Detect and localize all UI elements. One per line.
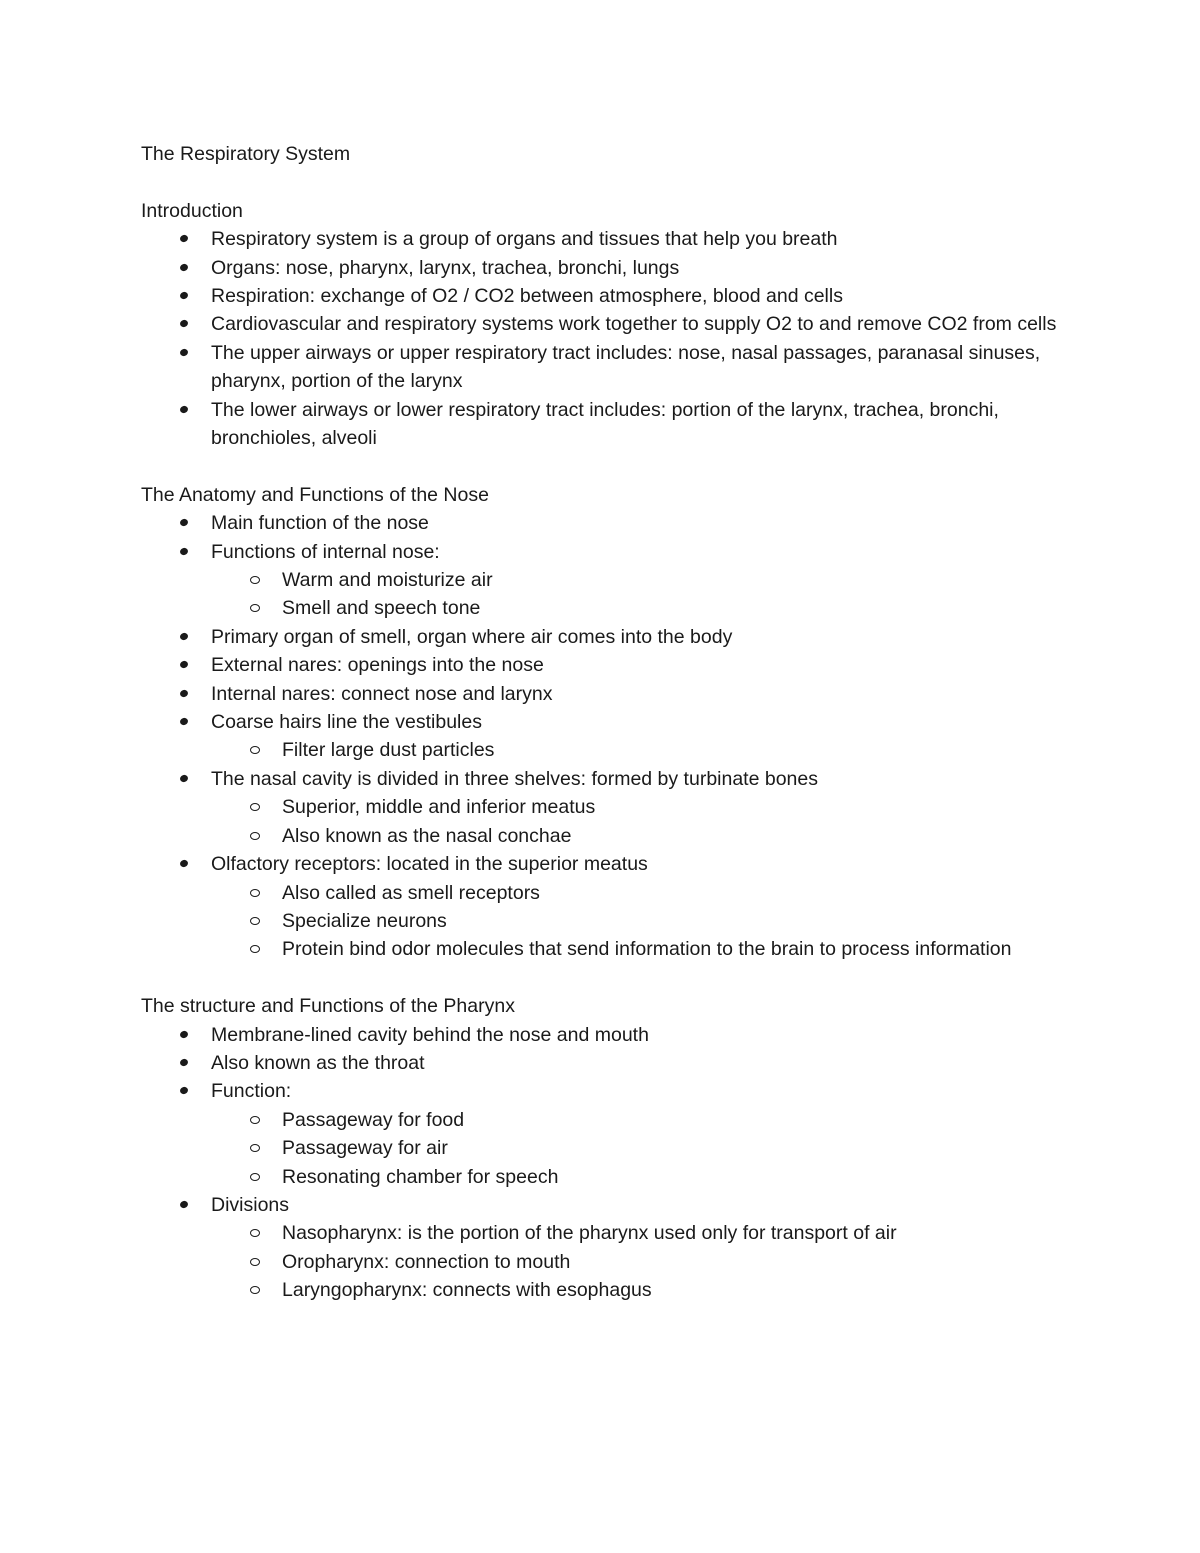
section-heading: The Anatomy and Functions of the Nose [141, 483, 489, 506]
bullet-disc-icon [179, 1086, 189, 1095]
bullet-disc-icon [179, 660, 189, 669]
sub-list-item-text: Laryngopharynx: connects with esophagus [282, 1279, 652, 1302]
bullet-disc-icon [179, 262, 189, 271]
sub-list-item-text: Passageway for air [282, 1137, 448, 1160]
sub-list-item-text: Oropharynx: connection to mouth [282, 1250, 571, 1273]
list-item [141, 1077, 1061, 1191]
list-item-text: Respiratory system is a group of organs and tissues that help you breath [211, 228, 838, 251]
bullet-disc-icon [179, 319, 189, 328]
sub-list-item-text: Superior, middle and inferior meatus [282, 796, 596, 819]
bullet-disc-icon [179, 1200, 189, 1209]
sub-list-item [211, 1106, 1061, 1134]
list-item [141, 310, 1061, 338]
list-item-text: Cardiovascular and respiratory systems work together to supply O2 to and remove CO2 from cells [211, 313, 1057, 336]
list-item-text: Primary organ of smell, organ where air comes into the body [211, 625, 733, 648]
bullet-disc-icon [179, 859, 189, 868]
document-body [141, 197, 1061, 1305]
list-item-text: Divisions [211, 1193, 290, 1216]
list-item-text: Main function of the nose [211, 512, 429, 535]
sub-list-item-text: Smell and speech tone [282, 597, 481, 620]
bullet-list [141, 1021, 1061, 1305]
bullet-disc-icon [179, 717, 189, 726]
bullet-circle-icon [250, 917, 260, 925]
list-item [141, 538, 1061, 623]
bullet-circle-icon [250, 746, 260, 754]
list-item-text: Function: [211, 1080, 292, 1103]
document-page [141, 140, 1061, 1305]
list-item-text: Also known as the throat [211, 1051, 425, 1074]
bullet-disc-icon [179, 291, 189, 300]
blank-line [141, 964, 1061, 992]
bullet-circle-icon [250, 1229, 260, 1237]
list-item-text: Internal nares: connect nose and larynx [211, 682, 553, 705]
sub-list-item-text: Also called as smell receptors [282, 881, 540, 904]
sub-list-item [211, 1248, 1061, 1276]
list-item [141, 765, 1061, 850]
sub-list-item-text: Protein bind odor molecules that send information to the brain to process information [282, 938, 1012, 961]
sub-bullet-list [211, 566, 1061, 623]
bullet-circle-icon [250, 1258, 260, 1266]
section [141, 197, 1061, 481]
bullet-disc-icon [179, 518, 189, 527]
section-heading: Introduction [141, 199, 243, 222]
bullet-disc-icon [179, 632, 189, 641]
section [141, 992, 1061, 1304]
sub-list-item [211, 594, 1061, 622]
sub-list-item [211, 935, 1061, 963]
bullet-circle-icon [250, 1286, 260, 1294]
sub-list-item [211, 907, 1061, 935]
list-item-text: The upper airways or upper respiratory tract includes: nose, nasal passages, paranasal sinuses, pharynx, portion of the larynx [211, 341, 1041, 393]
section-heading: The structure and Functions of the Pharynx [141, 995, 515, 1018]
bullet-circle-icon [250, 576, 260, 584]
bullet-list [141, 509, 1061, 964]
list-item [141, 680, 1061, 708]
bullet-circle-icon [250, 889, 260, 897]
sub-bullet-list [211, 736, 1061, 764]
sub-list-item [211, 566, 1061, 594]
list-item [141, 708, 1061, 765]
sub-bullet-list [211, 1219, 1061, 1304]
bullet-disc-icon [179, 689, 189, 698]
list-item-text: The lower airways or lower respiratory tract includes: portion of the larynx, trachea, bronchi, bronchioles, alveoli [211, 398, 999, 450]
bullet-disc-icon [179, 774, 189, 783]
bullet-circle-icon [250, 945, 260, 953]
sub-list-item-text: Filter large dust particles [282, 739, 495, 762]
list-item [141, 254, 1061, 282]
bullet-circle-icon [250, 604, 260, 612]
list-item [141, 396, 1061, 453]
bullet-disc-icon [179, 234, 189, 243]
sub-list-item-text: Specialize neurons [282, 909, 447, 932]
list-item-text: Functions of internal nose: [211, 540, 440, 563]
sub-list-item [211, 1134, 1061, 1162]
sub-list-item-text: Warm and moisturize air [282, 569, 493, 592]
list-item-text: Respiration: exchange of O2 / CO2 between atmosphere, blood and cells [211, 285, 843, 307]
list-item [141, 651, 1061, 679]
sub-bullet-list [211, 879, 1061, 964]
list-item [141, 509, 1061, 537]
bullet-disc-icon [179, 1029, 189, 1038]
sub-list-item [211, 736, 1061, 764]
bullet-circle-icon [250, 1173, 260, 1181]
blank-line [141, 168, 1061, 196]
bullet-disc-icon [179, 404, 189, 413]
sub-list-item [211, 879, 1061, 907]
bullet-disc-icon [179, 546, 189, 555]
bullet-circle-icon [250, 803, 260, 811]
bullet-disc-icon [179, 348, 189, 357]
sub-list-item [211, 1163, 1061, 1191]
sub-list-item [211, 822, 1061, 850]
sub-list-item [211, 1219, 1061, 1247]
sub-list-item [211, 1276, 1061, 1304]
list-item [141, 623, 1061, 651]
list-item [141, 339, 1061, 396]
sub-list-item-text: Nasopharynx: is the portion of the pharynx used only for transport of air [282, 1222, 897, 1245]
blank-line [141, 452, 1061, 480]
list-item [141, 1049, 1061, 1077]
list-item [141, 850, 1061, 964]
bullet-disc-icon [179, 1058, 189, 1067]
sub-list-item-text: Also known as the nasal conchae [282, 824, 572, 847]
sub-list-item-text: Passageway for food [282, 1108, 465, 1131]
list-item-text: Olfactory receptors: located in the superior meatus [211, 853, 648, 876]
bullet-list [141, 225, 1061, 452]
list-item [141, 1191, 1061, 1305]
sub-list-item-text: Resonating chamber for speech [282, 1165, 559, 1188]
list-item [141, 225, 1061, 253]
list-item-text: Membrane-lined cavity behind the nose and mouth [211, 1023, 649, 1046]
bullet-circle-icon [250, 1144, 260, 1152]
list-item-text: Coarse hairs line the vestibules [211, 711, 482, 734]
section [141, 481, 1061, 992]
document-title: The Respiratory System [141, 143, 351, 165]
list-item-text: External nares: openings into the nose [211, 654, 544, 677]
sub-bullet-list [211, 793, 1061, 850]
sub-list-item [211, 793, 1061, 821]
bullet-circle-icon [250, 832, 260, 840]
list-item-text: The nasal cavity is divided in three shelves: formed by turbinate bones [211, 767, 818, 790]
list-item [141, 282, 1061, 310]
sub-bullet-list [211, 1106, 1061, 1191]
bullet-circle-icon [250, 1116, 260, 1124]
list-item [141, 1021, 1061, 1049]
list-item-text: Organs: nose, pharynx, larynx, trachea, bronchi, lungs [211, 256, 680, 279]
